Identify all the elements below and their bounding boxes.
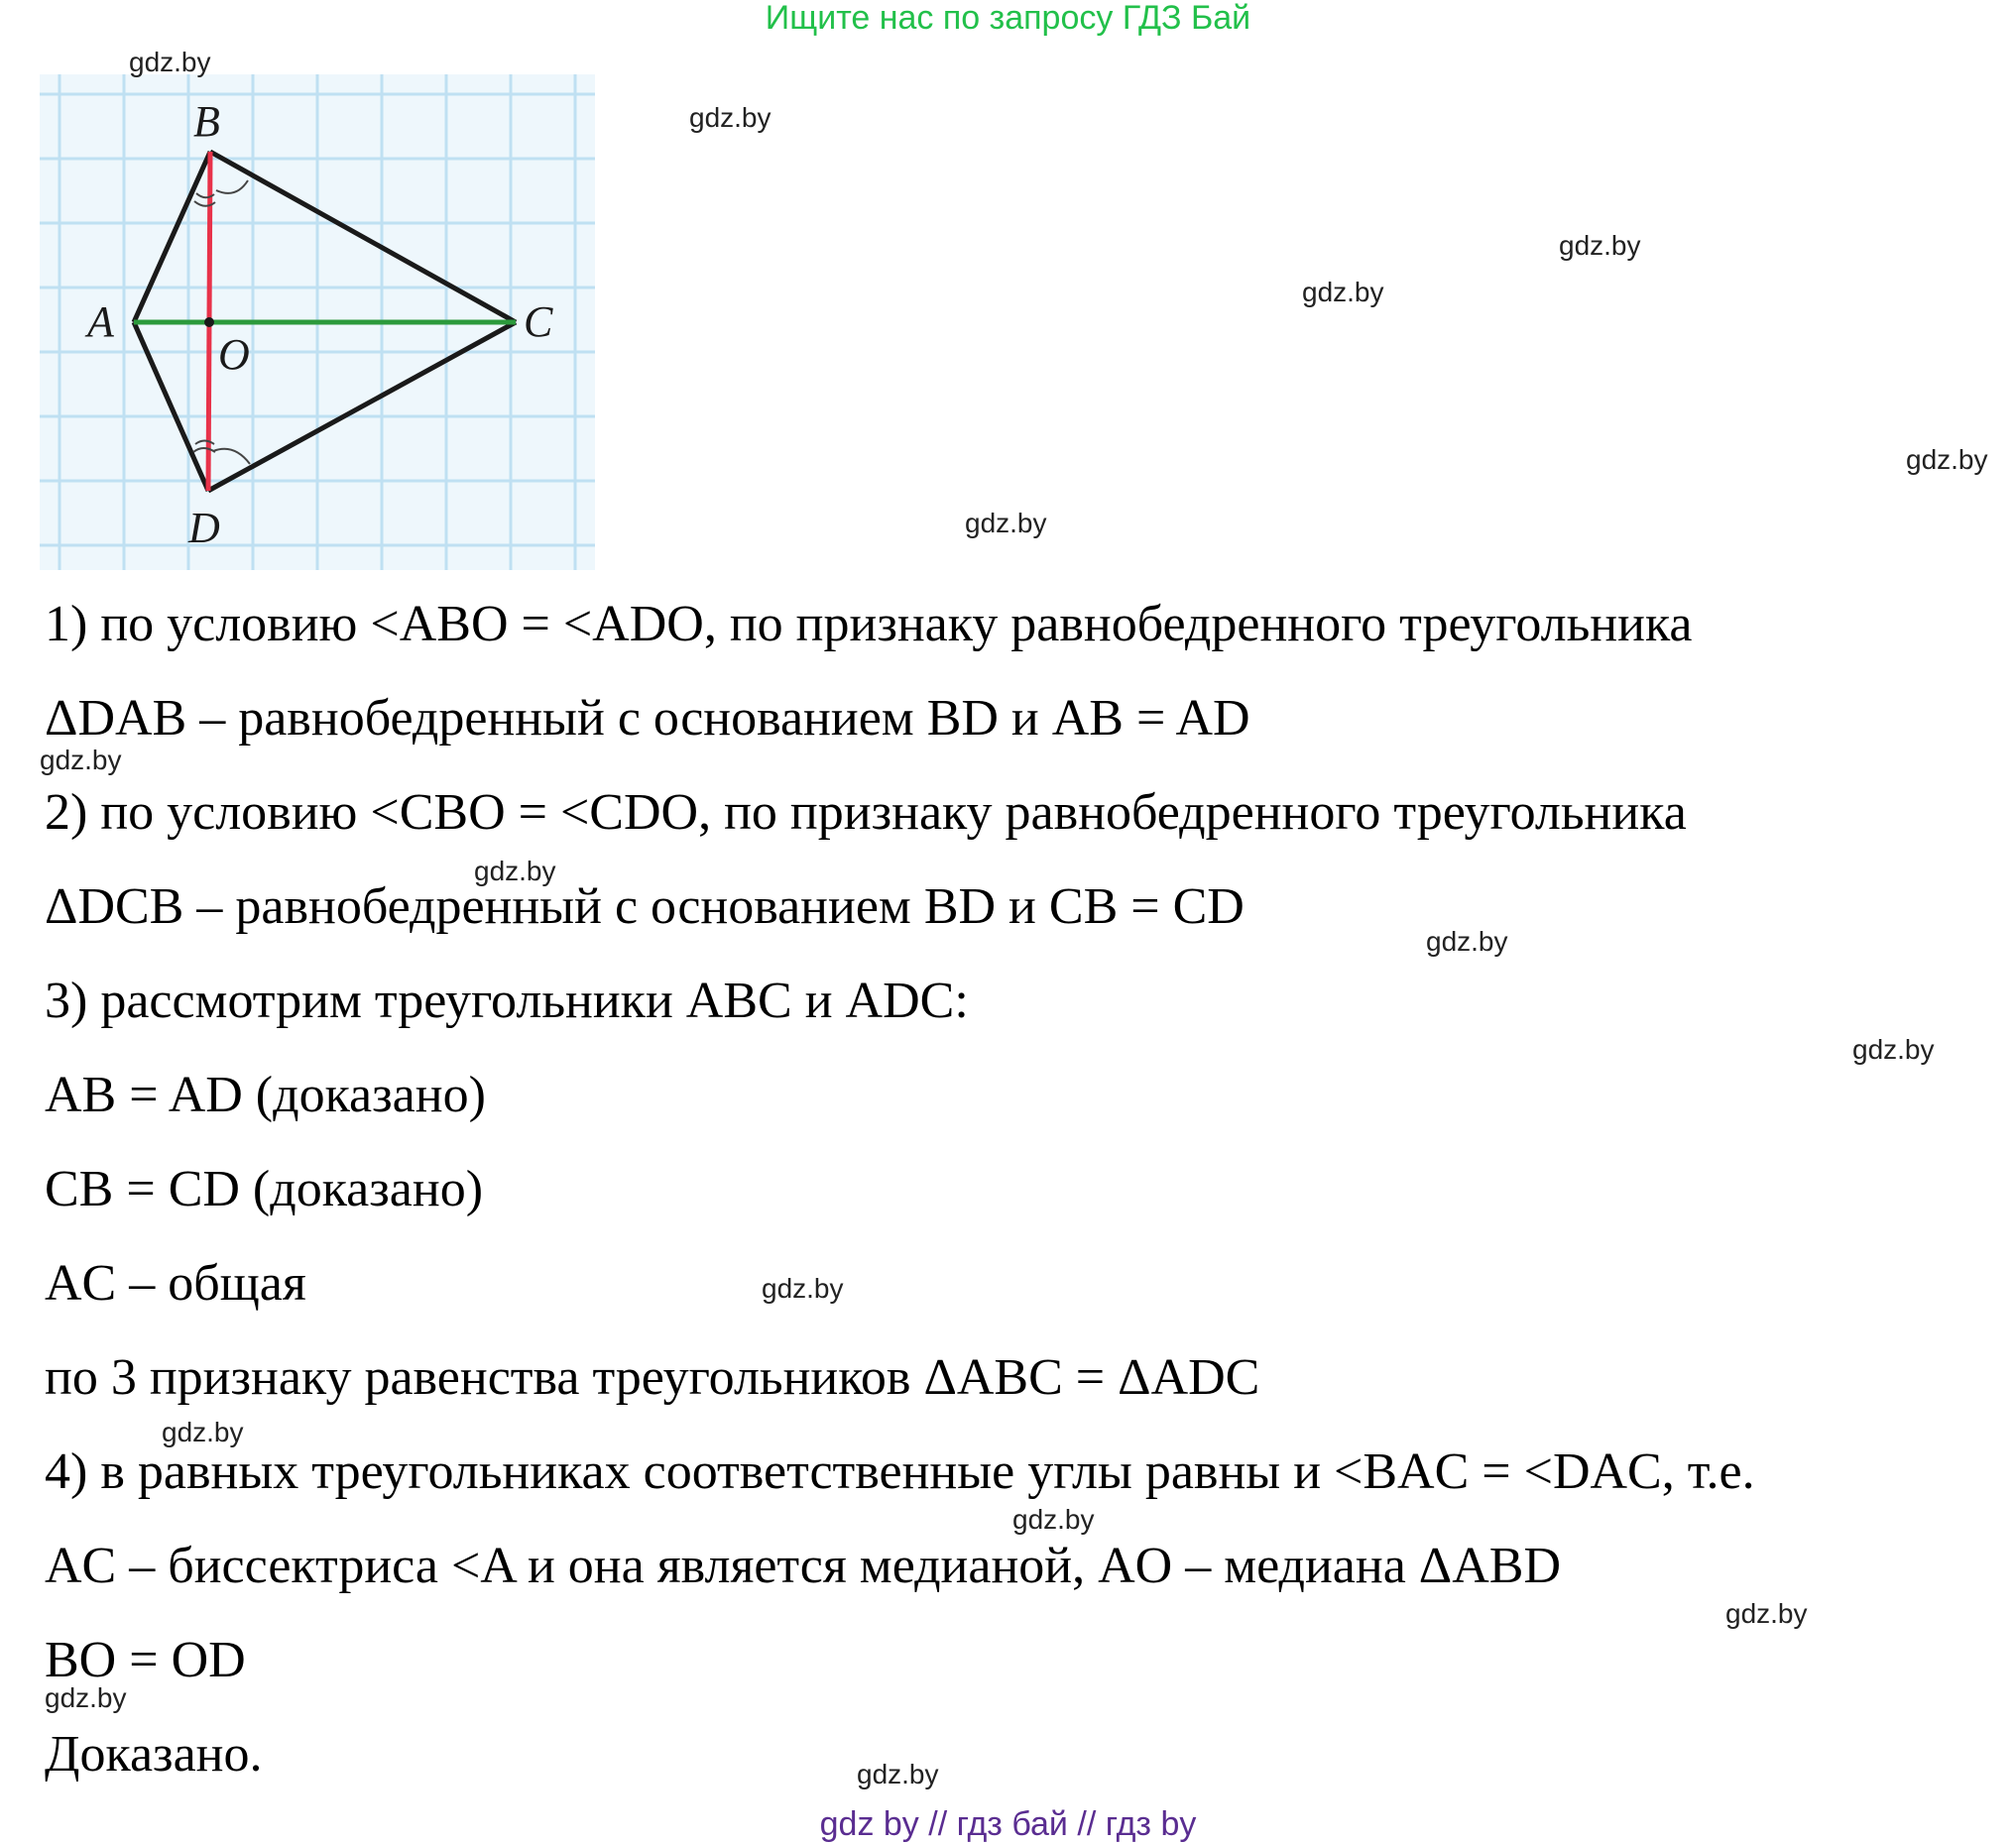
- watermark: gdz.by: [689, 102, 771, 133]
- solution-line: AC – общая: [45, 1255, 306, 1312]
- solution-line: по 3 признаку равенства треугольников ΔABC = ΔADC: [45, 1349, 1260, 1406]
- label-o: O: [218, 330, 250, 379]
- solution-line: ΔDCB – равнобедренный с основанием BD и CB = CD: [45, 878, 1245, 935]
- watermark: gdz.by: [762, 1273, 844, 1304]
- solution-line: BO = OD: [45, 1632, 246, 1688]
- watermark: gdz.by: [1012, 1504, 1095, 1535]
- label-a: A: [87, 297, 114, 346]
- label-b: B: [193, 97, 220, 146]
- point-o-dot: [204, 317, 214, 327]
- solution-line: Доказано.: [45, 1726, 263, 1783]
- solution-line: AB = AD (доказано): [45, 1067, 486, 1123]
- solution-line: 2) по условию <CBO = <CDO, по признаку равнобедренного треугольника: [45, 784, 1687, 841]
- solution-line: CB = CD (доказано): [45, 1161, 484, 1217]
- solution-line: 1) по условию <ABO = <ADO, по признаку равнобедренного треугольника: [45, 596, 1693, 652]
- watermark: gdz.by: [1852, 1034, 1935, 1065]
- watermark: gdz.by: [1906, 444, 1988, 475]
- watermark: gdz.by: [1302, 277, 1384, 307]
- watermark: gdz.by: [474, 856, 556, 886]
- search-banner[interactable]: Ищите нас по запросу ГДЗ Бай: [765, 0, 1251, 37]
- watermark: gdz.by: [1559, 230, 1641, 261]
- footer-links[interactable]: gdz by // гдз бай // гдз by: [819, 1805, 1197, 1843]
- label-d: D: [188, 504, 220, 552]
- watermark: gdz.by: [1725, 1598, 1808, 1629]
- watermark: gdz.by: [45, 1682, 127, 1713]
- watermark: gdz.by: [1426, 926, 1508, 957]
- solution-line: 4) в равных треугольниках соответственные углы равны и <BAC = <DAC, т.е.: [45, 1443, 1755, 1500]
- watermark: gdz.by: [129, 47, 211, 77]
- watermark: gdz.by: [965, 508, 1047, 538]
- quadrilateral-figure: [40, 74, 595, 570]
- label-c: C: [524, 297, 553, 346]
- watermark: gdz.by: [162, 1417, 244, 1447]
- watermark: gdz.by: [40, 745, 122, 775]
- solution-line: 3) рассмотрим треугольники ABC и ADC:: [45, 973, 969, 1029]
- solution-line: AC – биссектриса <A и она является медианой, AO – медиана ΔABD: [45, 1538, 1562, 1594]
- solution-line: ΔDAB – равнобедренный с основанием BD и AB = AD: [45, 690, 1250, 747]
- watermark: gdz.by: [857, 1759, 939, 1789]
